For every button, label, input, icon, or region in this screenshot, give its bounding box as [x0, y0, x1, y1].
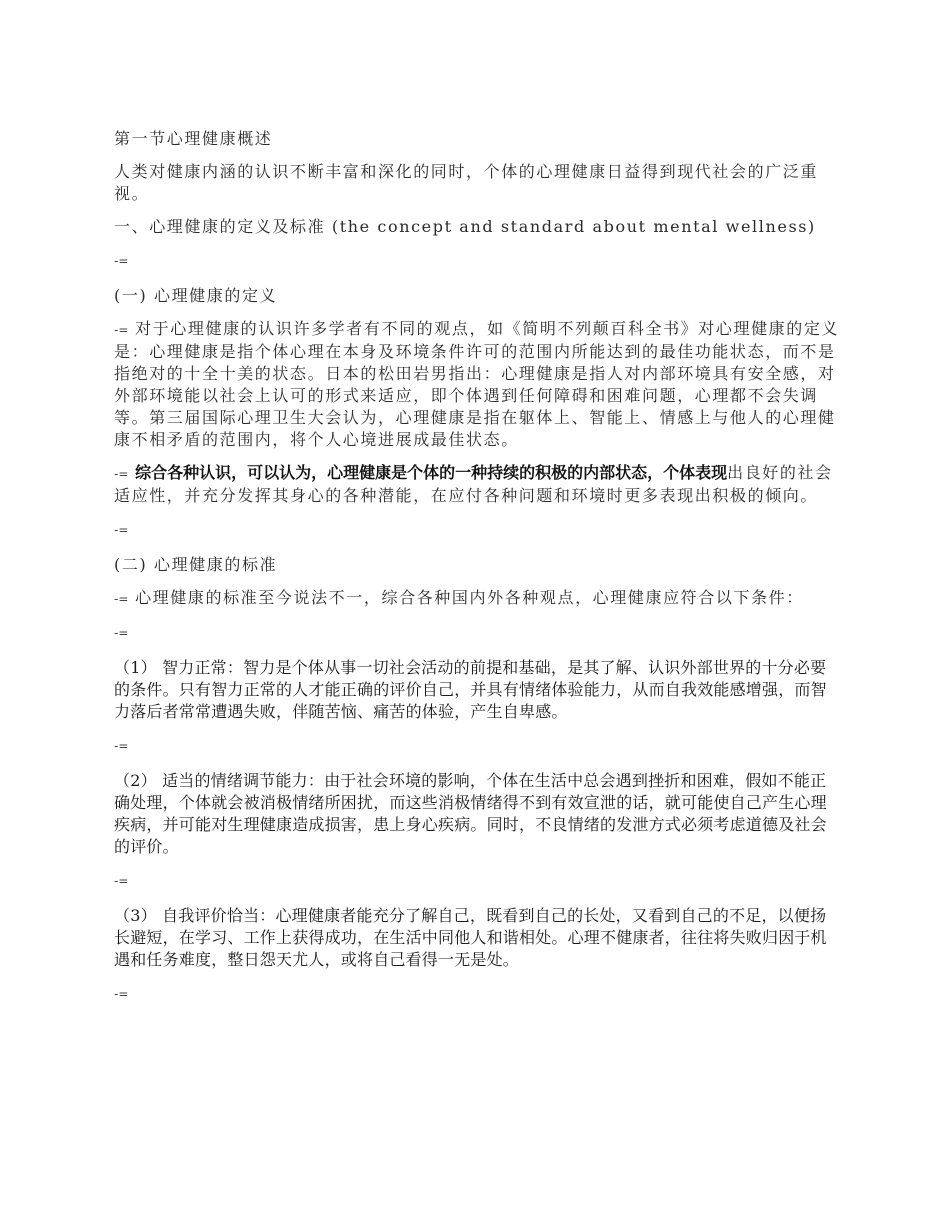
summary-text: 出良好的社会适应性，并充分发挥其身心的各种潜能，在应付各种问题和环境时更多表现出积极的倾向。 — [114, 463, 833, 505]
standards-intro-paragraph — [114, 587, 840, 610]
marker-line — [114, 869, 840, 892]
standard-item-1: （1） 智力正常：智力是个体从事一切社会活动的前提和基础，是其了解、认识外部世界的十分必要的条件。只有智力正常的人才能正确的评价自己，并具有情绪体验能力，从而自我效能感增强，而智力落后者常常遭遇失败，伴随苦恼、痛苦的体验，产生自卑感。 — [114, 658, 827, 721]
intro-paragraph: 人类对健康内涵的认识不断丰富和深化的同时，个体的心理健康日益得到现代社会的广泛重视。 — [114, 162, 819, 203]
marker-glyph: -= — [114, 739, 129, 753]
definition-paragraph — [114, 318, 840, 451]
marker-glyph: -= — [114, 254, 129, 268]
marker-glyph: -= — [114, 467, 129, 481]
marker-glyph: -= — [114, 626, 129, 640]
summary-bold-text: 综合各种认识，可以认为，心理健康是个体的一种持续的积极的内部状态，个体表现 — [135, 463, 728, 482]
marker-line — [114, 518, 840, 541]
marker-glyph: -= — [114, 592, 129, 606]
summary-paragraph — [114, 462, 840, 507]
section-title: 第一节心理健康概述 — [114, 129, 273, 148]
sub-heading-standard: (二) 心理健康的标准 — [114, 555, 278, 574]
marker-glyph: -= — [114, 523, 129, 537]
standard-item-2: （2） 适当的情绪调节能力：由于社会环境的影响，个体在生活中总会遇到挫折和困难，假如不能正确处理，个体就会被消极情绪所困扰，而这些消极情绪得不到有效宣泄的话，就可能使自己产生心理疾病，并可能对生理健康造成损害，患上身心疾病。同时，不良情绪的发泄方式必须考虑道德及社会的评价。 — [114, 771, 827, 856]
heading-definition-and-standard — [114, 216, 840, 238]
marker-glyph: -= — [114, 987, 129, 1001]
marker-glyph: -= — [114, 323, 129, 337]
marker-line — [114, 249, 840, 272]
document-body — [114, 128, 840, 1018]
definition-text: 对于心理健康的认识许多学者有不同的观点，如《简明不列颠百科全书》对心理健康的定义是：心理健康是指个体心理在本身及环境条件许可的范围内所能达到的最佳功能状态，而不是指绝对的十全十美的状态。日本的松田岩男指出：心理健康是指人对内部环境具有安全感，对外部环境能以社会上认可的形式来适应，即个体遇到任何障碍和困难问题，心理都不会失调等。第三届国际心理卫生大会认为，心理健康是指在躯体上、智能上、情感上与他人的心理健康不相矛盾的范围内，将个人心境进展成最佳状态。 — [114, 319, 840, 449]
standard-item-3: （3） 自我评价恰当：心理健康者能充分了解自己，既看到自己的长处，又看到自己的不足，以便扬长避短，在学习、工作上获得成功，在生活中同他人和谐相处。心理不健康者，往往将失败归因于机遇和任务难度，整日怨天尤人，或将自己看得一无是处。 — [114, 906, 827, 969]
marker-line — [114, 621, 840, 644]
marker-glyph: -= — [114, 874, 129, 888]
marker-line — [114, 734, 840, 757]
heading-text: 一、心理健康的定义及标准 (the concept and standard about mental wellness) — [114, 217, 816, 236]
standards-intro-text: 心理健康的标准至今说法不一，综合各种国内外各种观点，心理健康应符合以下条件： — [135, 588, 804, 607]
marker-line — [114, 982, 840, 1005]
sub-heading-definition: (一) 心理健康的定义 — [114, 286, 278, 305]
